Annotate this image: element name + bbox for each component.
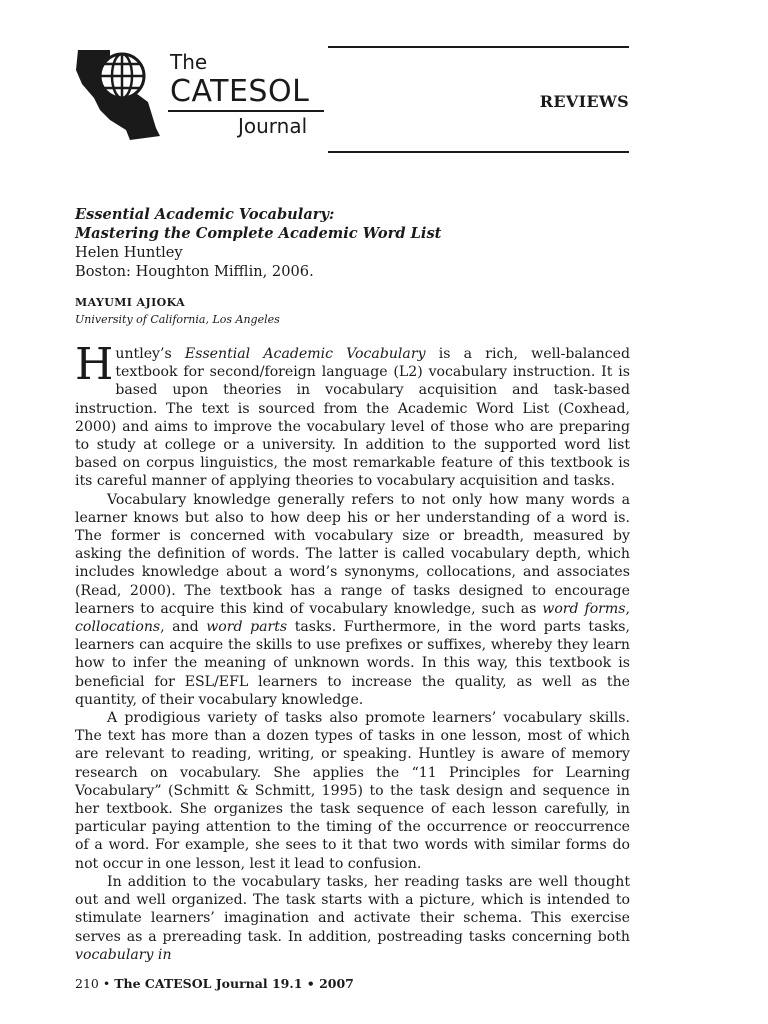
paragraph-2-text-a: Vocabulary knowledge generally refers to not only how many words a learner knows but also to how deep his or her understanding of a word is. The former is concerned with vocabulary size or breadth, measured by asking the definition of words. The latter is called vocabulary depth, which includes knowledge about a word’s synonyms, collocations, and associates (Read, 2000). The textbook has a range of tasks designed to encourage learners to acquire this kind of vocabulary knowledge, such as — [75, 491, 630, 617]
reviewer-name: MAYUMI AJIOKA — [75, 296, 186, 309]
header-rule-bottom — [328, 151, 629, 153]
paragraph-3: A prodigious variety of tasks also promote learners’ vocabulary skills. The text has more than a dozen types of tasks in one lesson, most of which are relevant to reading, writing, or speaking. Huntley is aware of memory research on vocabulary. She applies the “11 Principles for Learning Vocabulary” (Schmitt & Schmitt, 1995) to the task design and sequence in her textbook. She organizes the task sequence of each lesson carefully, in particular paying attention to the timing of the occurrence or reoccurrence of a word. For example, she sees to it that two words with similar forms do not occur in one lesson, lest it lead to confusion. — [75, 710, 630, 872]
book-publisher: Boston: Houghton Mifflin, 2006. — [75, 263, 314, 280]
paragraph-2 — [75, 491, 630, 709]
catesol-logo — [70, 44, 330, 144]
reviewer-affiliation: University of California, Los Angeles — [75, 313, 280, 326]
book-title-line1: Essential Academic Vocabulary: — [75, 206, 335, 223]
logo-catesol-text: CATESOL — [170, 74, 310, 109]
logo-journal-text: Journal — [238, 114, 308, 138]
paragraph-2-text-b: tasks. Furthermore, in the word parts tasks, learners can acquire the skills to use prefixes or suffixes, whereby they learn how to infer the meaning of unknown words. In this way, this textbook is beneficial for ESL/EFL learners to increase the quality, as well as the quantity, of their vocabulary knowledge. — [75, 619, 630, 708]
paragraph-4-emphasis: vocabulary in — [75, 946, 172, 963]
paragraph-1 — [75, 339, 631, 491]
book-title-inline: Essential Academic Vocabulary — [184, 346, 426, 362]
term-word-parts: word parts — [206, 619, 288, 636]
paragraph-1-text-a: untley’s — [115, 346, 185, 362]
book-author: Helen Huntley — [75, 244, 183, 261]
paragraph-4-text-a: In addition to the vocabulary tasks, her reading tasks are well thought out and well organized. The task starts with a picture, which is intended to stimulate learners’ imagination and activate their schema. This exercise serves as a prereading task. In addition, postreading tasks concerning both — [75, 873, 630, 945]
paragraph-2-sep-2: , and — [160, 619, 207, 636]
book-citation — [75, 205, 635, 281]
drop-cap: H — [75, 339, 114, 390]
paragraph-1-text-b: is a rich, well-balanced textbook for second/foreign language (L2) vocabulary instruction. It is based upon theories in vocabulary acquisition and task-based instruction. The text is sourced from the Academic Word List (Coxhead, 2000) and aims to improve the vocabulary level of those who are preparing to study at college or a university. In addition to the supported word list based on corpus linguistics, the most remarkable feature of this textbook is its careful manner of applying theories to vocabulary acquisition and tasks. — [75, 346, 631, 490]
page-footer — [75, 976, 354, 991]
book-title-line2: Mastering the Complete Academic Word List — [75, 225, 442, 242]
paragraph-4 — [75, 873, 630, 964]
california-map-icon — [70, 44, 170, 144]
footer-journal: The CATESOL Journal 19.1 • 2007 — [114, 976, 354, 991]
review-body — [75, 339, 631, 964]
header-rule-top — [328, 46, 629, 48]
paragraph-2-sep-1: , — [625, 600, 630, 617]
page-number: 210 • — [75, 976, 115, 991]
logo-the-text: The — [170, 50, 208, 74]
term-word-forms: word forms — [542, 600, 626, 617]
section-label: REVIEWS — [539, 92, 629, 111]
logo-divider — [168, 110, 324, 112]
term-collocations: collocations — [75, 619, 161, 636]
